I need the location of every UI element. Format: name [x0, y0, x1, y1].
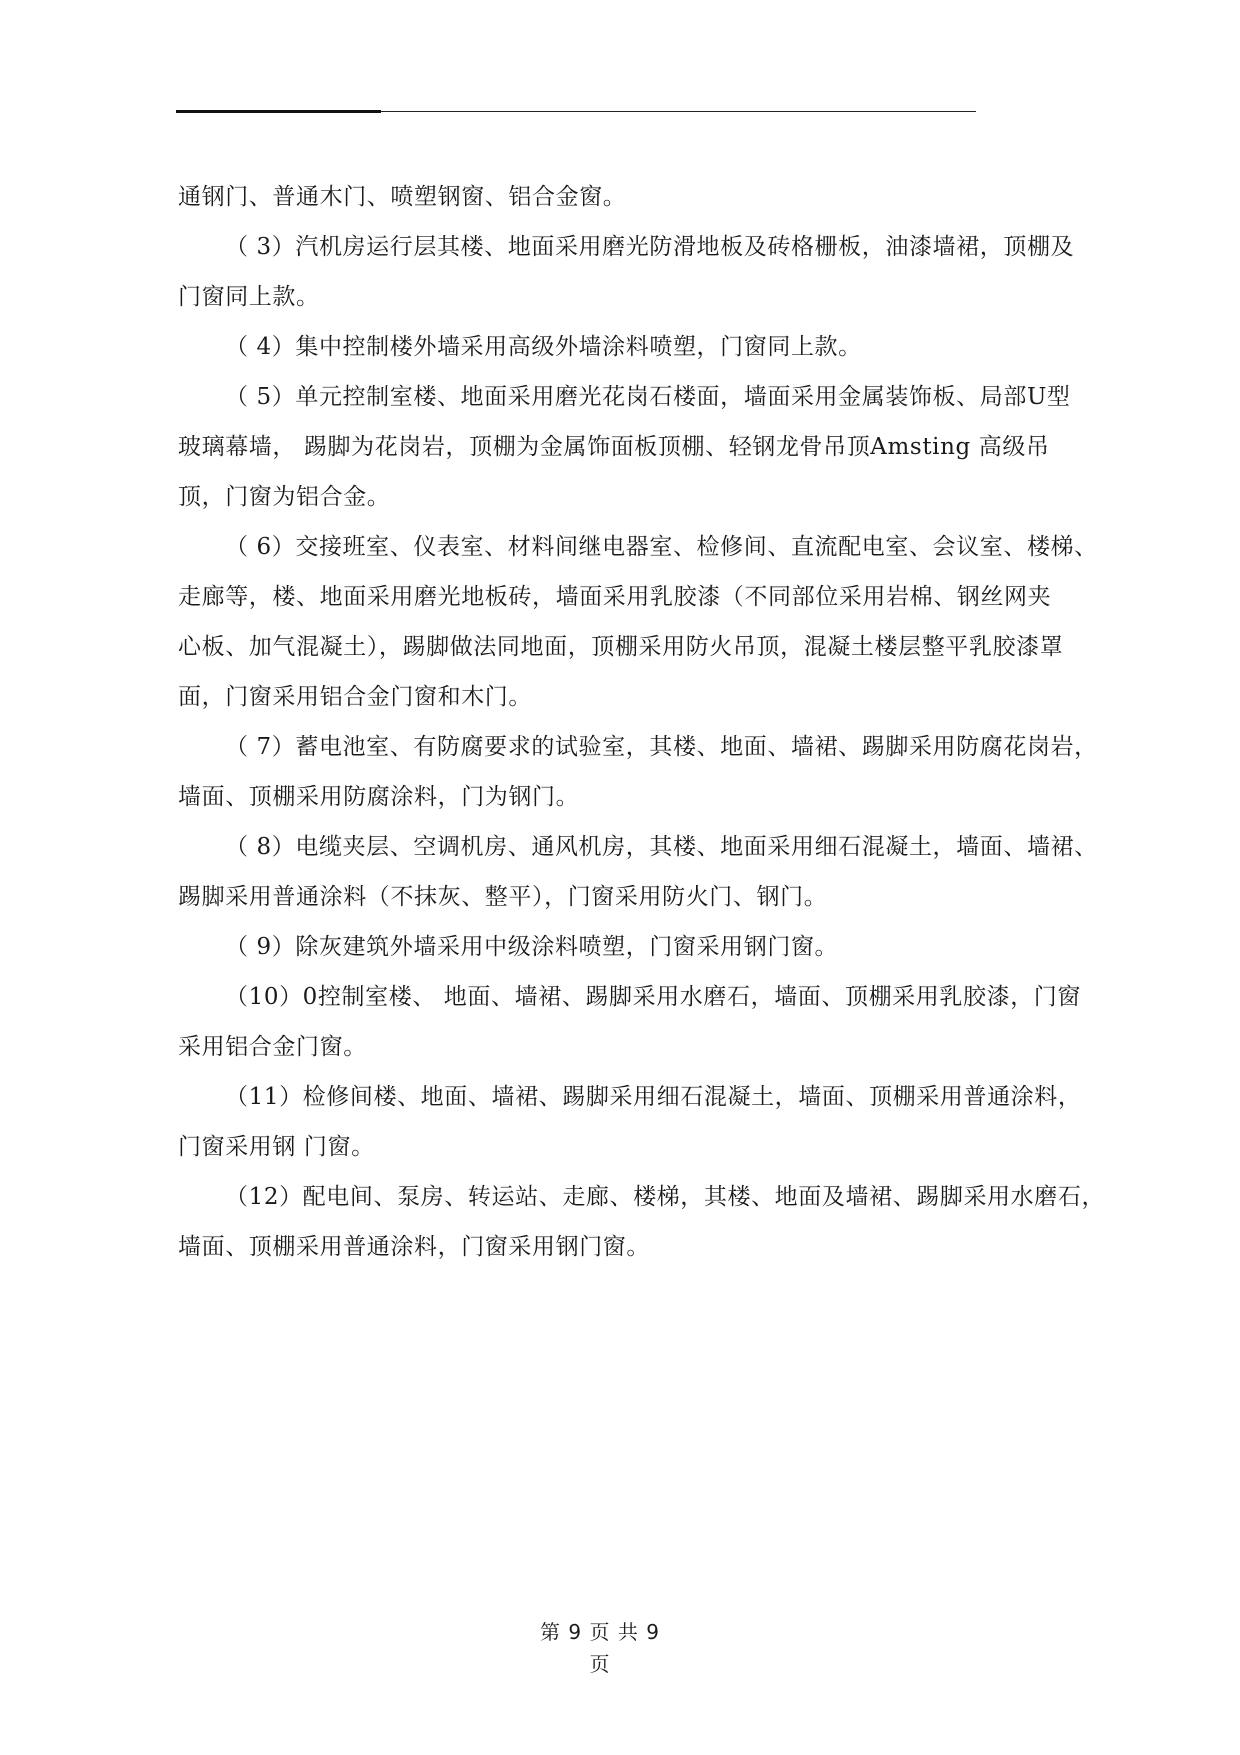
- text-line: 踢脚采用普通涂料（不抹灰、整平），门窗采用防火门、钢门。: [178, 884, 828, 910]
- text-line: 通钢门、普通木门、喷塑钢窗、铝合金窗。: [178, 184, 627, 210]
- text-line: 心板、加气混凝土），踢脚做法同地面，顶棚采用防火吊顶，混凝土楼层整平乳胶漆罩: [178, 634, 1064, 660]
- current-page: 9: [568, 1620, 583, 1644]
- text-line: （ 5）单元控制室楼、地面采用磨光花岗石楼面，墙面采用金属装饰板、局部U型: [225, 384, 1071, 410]
- text-line: 顶，门窗为铝合金。: [178, 484, 391, 510]
- text-line: 门窗采用钢 门窗。: [178, 1134, 375, 1160]
- text-line: （ 4）集中控制楼外墙采用高级外墙涂料喷塑，门窗同上款。: [225, 334, 862, 360]
- text-line: （ 7）蓄电池室、有防腐要求的试验室，其楼、地面、墙裙、踢脚采用防腐花岗岩，: [225, 734, 1098, 760]
- text-line: （ 6）交接班室、仪表室、材料间继电器室、检修间、直流配电室、会议室、楼梯、: [225, 534, 1098, 560]
- text-line: （ 8）电缆夹层、空调机房、通风机房，其楼、地面采用细石混凝土，墙面、墙裙、: [225, 834, 1098, 860]
- text-line: 墙面、顶棚采用防腐涂料，门为钢门。: [178, 784, 580, 810]
- page-footer: [0, 1616, 1200, 1680]
- text-line: （10）0控制室楼、 地面、墙裙、踢脚采用水磨石，墙面、顶棚采用乳胶漆，门窗: [225, 984, 1082, 1010]
- text-line: 走廊等，楼、地面采用磨光地板砖，墙面采用乳胶漆（不同部位采用岩棉、钢丝网夹: [178, 584, 1052, 610]
- text-line: （12）配电间、泵房、转运站、走廊、楼梯，其楼、地面及墙裙、踢脚采用水磨石，: [225, 1184, 1106, 1210]
- page-number-line: [0, 1616, 1200, 1648]
- text-line: 玻璃幕墙， 踢脚为花岗岩，顶棚为金属饰面板顶棚、轻钢龙骨吊顶Amsting 高级吊: [178, 434, 1050, 460]
- footer-middle: 页 共: [589, 1620, 639, 1644]
- text-line: （ 9）除灰建筑外墙采用中级涂料喷塑，门窗采用钢门窗。: [225, 934, 839, 960]
- text-line: 门窗同上款。: [178, 284, 320, 310]
- header-rule-accent: [176, 110, 381, 113]
- text-line: （ 3）汽机房运行层其楼、地面采用磨光防滑地板及砖格栅板，油漆墙裙，顶棚及: [225, 234, 1075, 260]
- total-pages: 9: [646, 1620, 660, 1644]
- footer-prefix: 第: [540, 1620, 562, 1644]
- text-line: （11）检修间楼、地面、墙裙、踢脚采用细石混凝土，墙面、顶棚采用普通涂料，: [225, 1084, 1082, 1110]
- document-body: [178, 172, 1138, 1272]
- footer-suffix: 页: [589, 1652, 611, 1676]
- text-line: 面，门窗采用铝合金门窗和木门。: [178, 684, 532, 710]
- text-line: 墙面、顶棚采用普通涂料，门窗采用钢门窗。: [178, 1234, 650, 1260]
- text-line: 采用铝合金门窗。: [178, 1034, 367, 1060]
